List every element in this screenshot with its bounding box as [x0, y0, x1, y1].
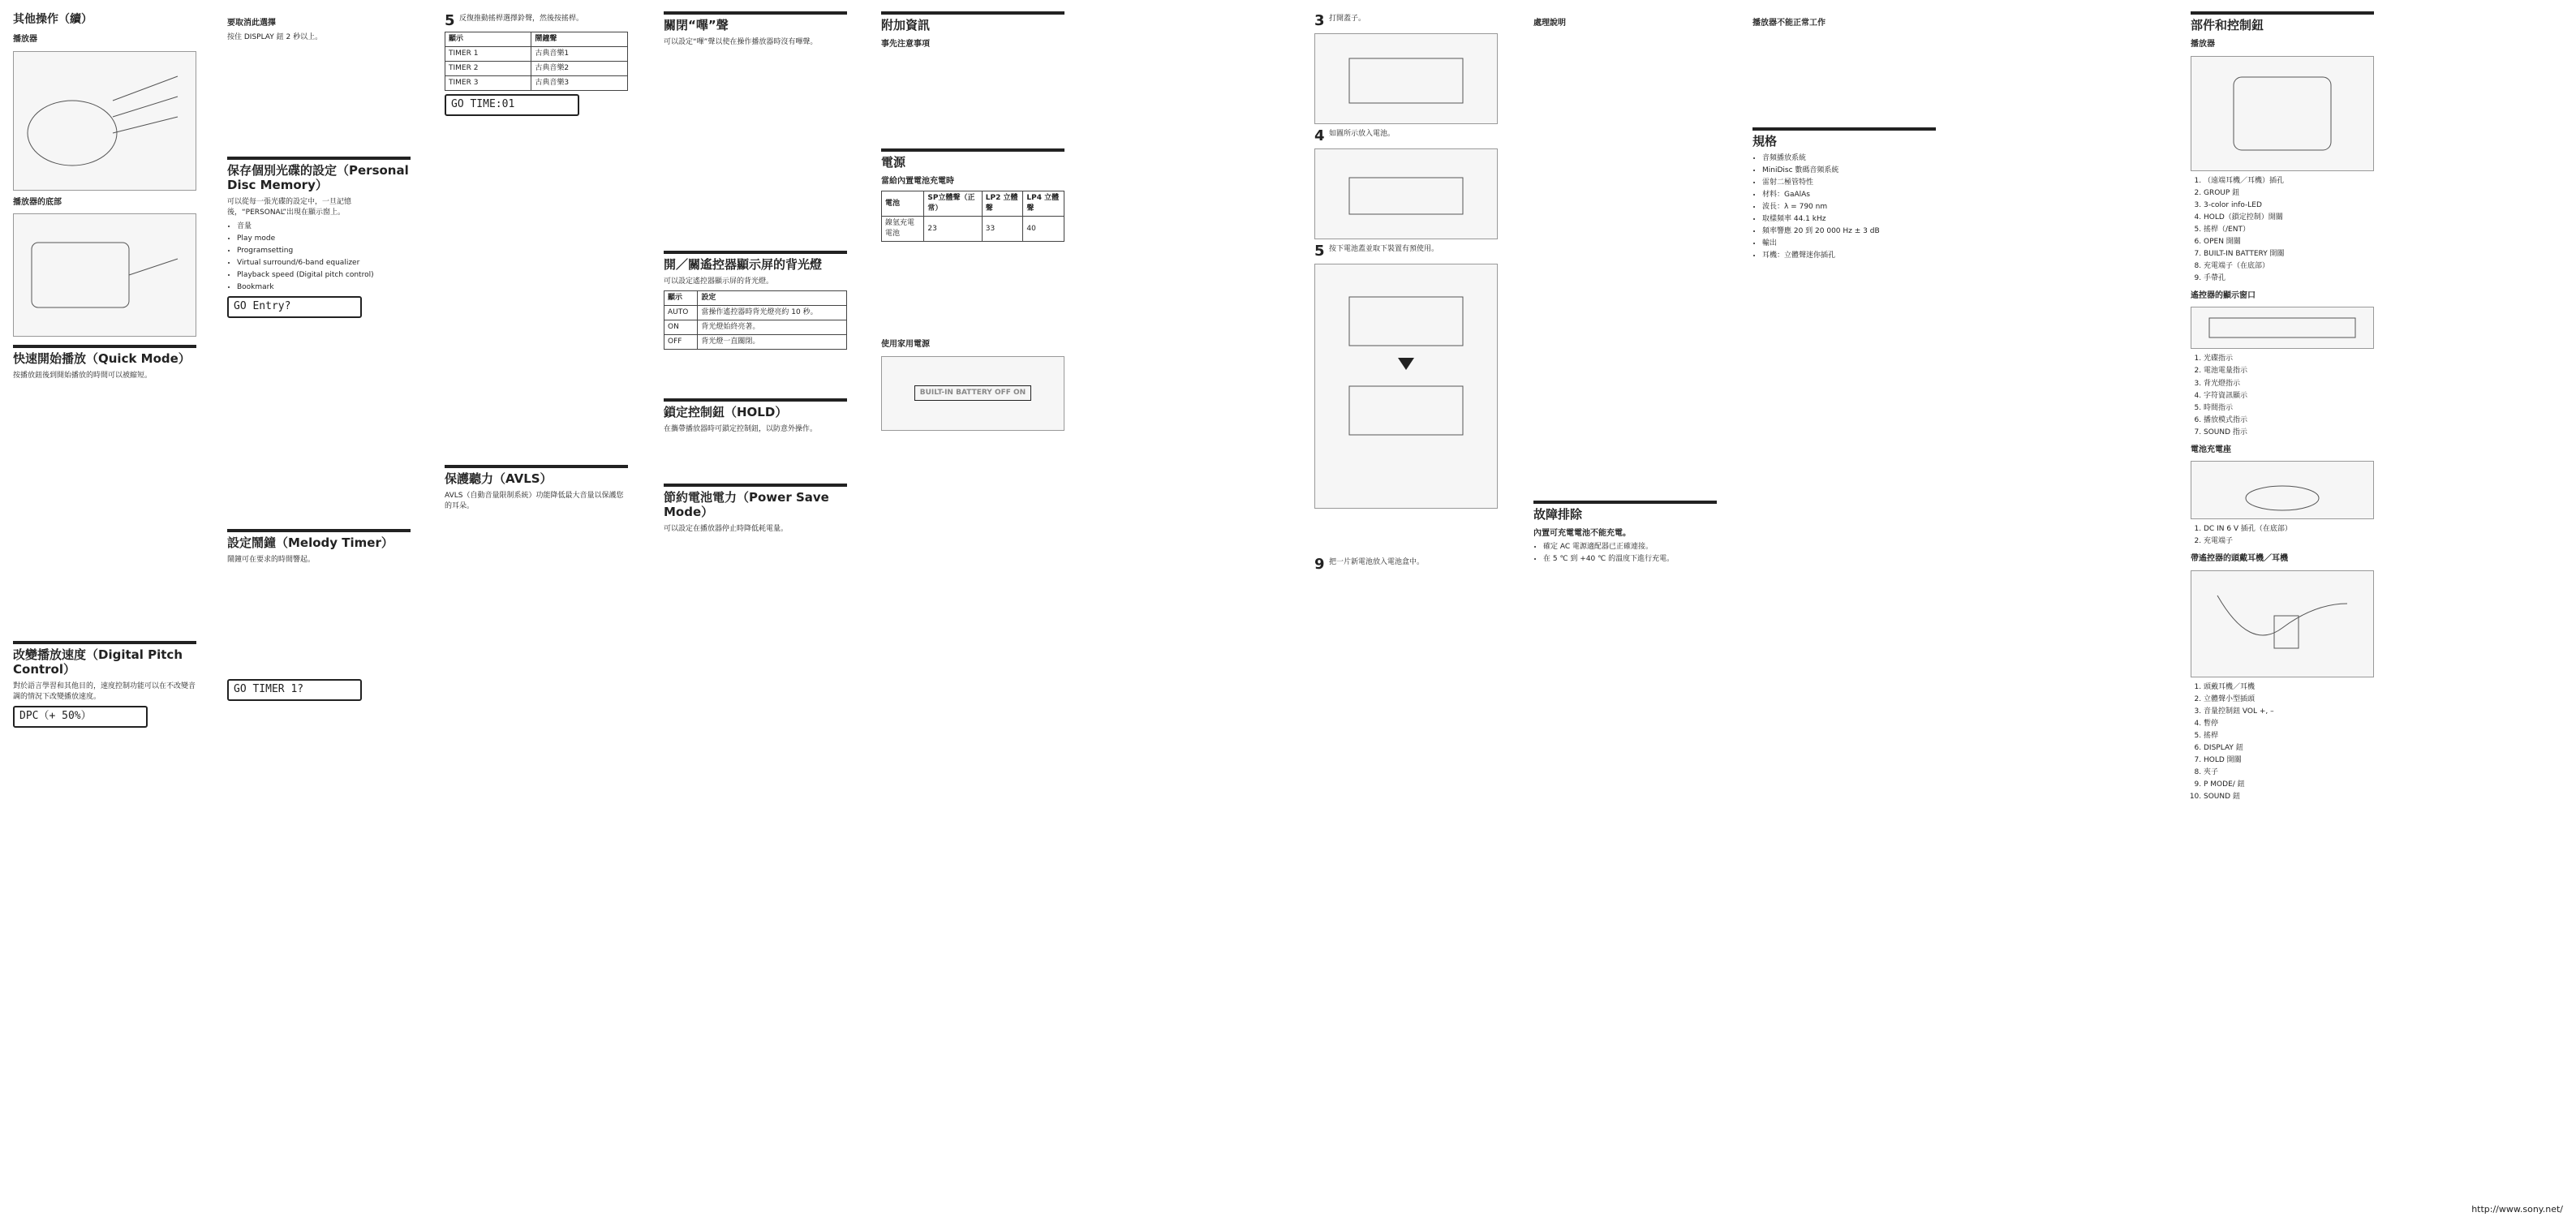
power-save-body: 可以設定在播放器停止時降低耗電量。 [664, 525, 789, 534]
sony-url[interactable]: http://www.sony.net/ [2471, 1204, 2563, 1215]
list-item: 6. 播放模式指示 [2204, 415, 2374, 426]
bottom-label: 播放器的底部 [13, 197, 62, 207]
precautions-heading: 事先注意事項 [881, 40, 930, 49]
list-item: 7. HOLD 開關 [2204, 755, 2374, 766]
list-item: • 音量 [237, 221, 411, 232]
avls-title: 保護聽力（AVLS） [445, 465, 628, 486]
list-item: 3. 3-color info-LED [2204, 200, 2374, 211]
column-4 [664, 11, 847, 538]
power-save-title: 節約電池電力（Power Save Mode） [664, 484, 847, 519]
list-item: • 耳機：立體聲迷你插孔 [1762, 251, 1936, 261]
list-item: 2. GROUP 鈕 [2204, 188, 2374, 199]
quick-mode-title: 快速開始播放（Quick Mode） [13, 345, 196, 366]
list-item: • Playback speed (Digital pitch control) [237, 270, 411, 281]
no-charge-heading: 內置可充電電池不能充電。 [1533, 528, 1631, 538]
list-item: 9. P MODE/ 鈕 [2204, 780, 2374, 790]
additional-info-title: 附加資訊 [881, 11, 1064, 32]
house-power-heading: 使用家用電源 [881, 340, 930, 350]
list-item: • Virtual surround/6-band equalizer [237, 258, 411, 269]
list-item: 8. 充電端子（在底部） [2204, 261, 2374, 272]
player-label: 播放器 [13, 35, 37, 45]
list-item: 8. 夾子 [2204, 767, 2374, 778]
list-item: • Play mode [237, 234, 411, 244]
list-item: 6. OPEN 開關 [2204, 237, 2374, 247]
melody-table [445, 32, 628, 91]
remote-heading: 帶遙控器的頭戴耳機／耳機 [2191, 554, 2288, 564]
battery-remove-diagram [1314, 264, 1498, 509]
remove-battery-icon [1333, 281, 1479, 492]
column-1 [13, 11, 196, 731]
open-lid-icon [1333, 42, 1479, 115]
pitch-control-title: 改變播放速度（Digital Pitch Control） [13, 641, 196, 677]
column-3 [445, 11, 628, 515]
stand-parts-list [2204, 524, 2374, 547]
beep-title: 關閉“嗶”聲 [664, 11, 847, 32]
list-item: 5. 搖桿 [2204, 731, 2374, 742]
page-heading: 其他操作（續） [13, 13, 92, 26]
table-row: TIMER 1 古典音樂1 [445, 47, 628, 62]
bottom-diagram [13, 213, 196, 337]
power-title: 電源 [881, 148, 1064, 170]
column-2 [227, 11, 411, 704]
cancel-body: 按住 DISPLAY 鈕 2 秒以上。 [227, 32, 323, 41]
personal-disc-title: 保存個別光碟的設定（Personal Disc Memory） [227, 157, 411, 192]
lcd-entry: GO Entry? [227, 296, 362, 318]
hold-body: 在攜帶播放器時可鎖定控制鈕，以防意外操作。 [664, 425, 818, 434]
charging-heading: 當給內置電池充電時 [881, 176, 954, 186]
player-parts-icon [2201, 65, 2363, 162]
table-row: ON 背光燈始終亮著。 [664, 320, 847, 335]
not-working-heading: 播放器不能正常工作 [1752, 19, 1826, 28]
list-item: • 波長：λ = 790 nm [1762, 202, 1936, 213]
display-parts-list [2204, 354, 2374, 437]
step-9: 9 把一片新電池放入電池盒中。 [1314, 556, 1425, 573]
list-item: • 取樣頻率 44.1 kHz [1762, 214, 1936, 225]
column-8 [1752, 11, 1936, 264]
list-item: • 輸出 [1762, 239, 1936, 249]
list-item: • 音頻播放系統 [1762, 153, 1936, 164]
battery-insert-diagram [1314, 148, 1498, 239]
list-item: 4. 字符資訊顯示 [2204, 391, 2374, 402]
lcd-time: GO TIME:01 [445, 94, 579, 116]
list-item: 4. 暫停 [2204, 719, 2374, 729]
remote-control-icon [2201, 579, 2363, 669]
list-item: 1. 頭戴耳機／耳機 [2204, 682, 2374, 693]
hold-title: 鎖定控制鈕（HOLD） [664, 398, 847, 419]
table-row: OFF 背光燈一直關閉。 [664, 335, 847, 350]
backlight-body: 可以設定遙控器顯示屏的背光燈。 [664, 277, 774, 286]
list-item: 10. SOUND 鈕 [2204, 792, 2374, 802]
cancel-heading: 要取消此選擇 [227, 19, 276, 28]
table-row: 顯示 鬧鐘聲 [445, 32, 628, 47]
handling-heading: 處理說明 [1533, 19, 1566, 28]
melody-timer-body: 鬧鐘可在要求的時間響起。 [227, 555, 316, 564]
stand-diagram [2191, 461, 2374, 519]
table-row: 鎳氫充電電池 23 33 40 [882, 217, 1064, 242]
table-row: TIMER 3 古典音樂3 [445, 76, 628, 91]
list-item: • MiniDisc 數碼音頻系統 [1762, 166, 1936, 176]
battery-table [881, 191, 1064, 242]
personal-disc-body: 可以從每一張光碟的設定中，一旦記憶後，“PERSONAL”出現在顯示窗上。 [227, 197, 352, 217]
list-item: 2. 充電端子 [2204, 536, 2374, 547]
player-diagram [13, 51, 196, 191]
table-row: AUTO 當操作遙控器時背光燈亮約 10 秒。 [664, 306, 847, 320]
parts-title: 部件和控制鈕 [2191, 11, 2374, 32]
lcd-dpc: DPC（+ 50%） [13, 706, 148, 728]
battery-switch-label: BUILT-IN BATTERY OFF ON [914, 385, 1031, 401]
list-item: • Programsetting [237, 246, 411, 256]
list-item: 3. 背光燈指示 [2204, 379, 2374, 389]
beep-body: 可以設定“嗶”聲以使在操作播放器時沒有嗶聲。 [664, 38, 818, 46]
display-diagram [2191, 307, 2374, 349]
column-5 [881, 11, 1064, 436]
troubleshooting-title: 故障排除 [1533, 501, 1717, 522]
troubleshooting-items [1543, 542, 1717, 565]
list-item: 2. 立體聲小型插頭 [2204, 694, 2374, 705]
player-parts-diagram [2191, 56, 2374, 171]
specs-list [1762, 153, 1936, 261]
list-item: • 頻率響應 20 到 20 000 Hz ± 3 dB [1762, 226, 1936, 237]
battery-switch-diagram [881, 356, 1064, 431]
player-illustration-icon [24, 60, 186, 182]
display-heading: 遙控器的顯示窗口 [2191, 290, 2256, 300]
remote-diagram [2191, 570, 2374, 677]
column-6 [1314, 11, 1498, 574]
step-4: 4 如圖所示放入電池。 [1314, 127, 1396, 144]
table-row: TIMER 2 古典音樂2 [445, 62, 628, 76]
memory-items [237, 221, 411, 293]
list-item: 1. 光碟指示 [2204, 354, 2374, 364]
avls-body: AVLS（自動音量限制系統）功能降低最大音量以保護您的耳朵。 [445, 492, 624, 511]
list-item: 2. 電池電量指示 [2204, 366, 2374, 376]
column-7 [1533, 11, 1717, 568]
column-9 [2191, 11, 2374, 806]
remote-parts-list [2204, 682, 2374, 802]
list-item: 7. BUILT-IN BATTERY 開關 [2204, 249, 2374, 260]
list-item: 1. （遠端耳機／耳機）插孔 [2204, 176, 2374, 187]
table-row: 電池 SP立體聲（正常） LP2 立體聲 LP4 立體聲 [882, 191, 1064, 217]
insert-battery-icon [1333, 157, 1479, 230]
list-item: 5. 時間指示 [2204, 403, 2374, 414]
list-item: 7. SOUND 指示 [2204, 428, 2374, 438]
player-parts-list [2204, 176, 2374, 284]
list-item: • Bookmark [237, 282, 411, 293]
specs-title: 規格 [1752, 127, 1936, 148]
list-item: 5. 搖桿（/ENT） [2204, 225, 2374, 235]
step-5: 5 反復推動搖桿選擇鈴聲，然後按搖桿。 [445, 12, 584, 29]
list-item: 4. HOLD（鎖定控制）開關 [2204, 213, 2374, 223]
lcd-timer: GO TIMER 1? [227, 679, 362, 701]
list-item: 1. DC IN 6 V 插孔（在底部） [2204, 524, 2374, 535]
stand-heading: 電池充電座 [2191, 445, 2231, 454]
player-bottom-icon [24, 226, 186, 324]
quick-mode-body: 按播放鈕後到開始播放的時間可以被縮短。 [13, 372, 153, 380]
list-item: 6. DISPLAY 鈕 [2204, 743, 2374, 754]
charging-stand-icon [2234, 466, 2331, 514]
list-item: • 雷射二極管特性 [1762, 178, 1936, 188]
list-item: • 材料：GaAlAs [1762, 190, 1936, 200]
display-window-icon [2201, 312, 2363, 344]
list-item: 9. 手帶孔 [2204, 273, 2374, 284]
backlight-title: 開／關遙控器顯示屏的背光燈 [664, 251, 847, 272]
pitch-control-body: 對於語言學習和其他目的，速度控制功能可以在不改變音調的情況下改變播放速度。 [13, 682, 196, 702]
step-5: 5 按下電池蓋並取下裝置有預使用。 [1314, 243, 1439, 260]
list-item: • 在 5 ℃ 到 +40 ℃ 的溫度下進行充電。 [1543, 554, 1717, 565]
lid-diagram [1314, 33, 1498, 124]
melody-timer-title: 設定鬧鐘（Melody Timer） [227, 529, 411, 550]
list-item: • 確定 AC 電源適配器已正確連接。 [1543, 542, 1717, 552]
backlight-table [664, 290, 847, 350]
player-parts-heading: 播放器 [2191, 40, 2215, 49]
table-row: 顯示 設定 [664, 291, 847, 306]
list-item: 3. 音量控制鈕 VOL +, – [2204, 707, 2374, 717]
step-3: 3 打開蓋子。 [1314, 12, 1366, 29]
